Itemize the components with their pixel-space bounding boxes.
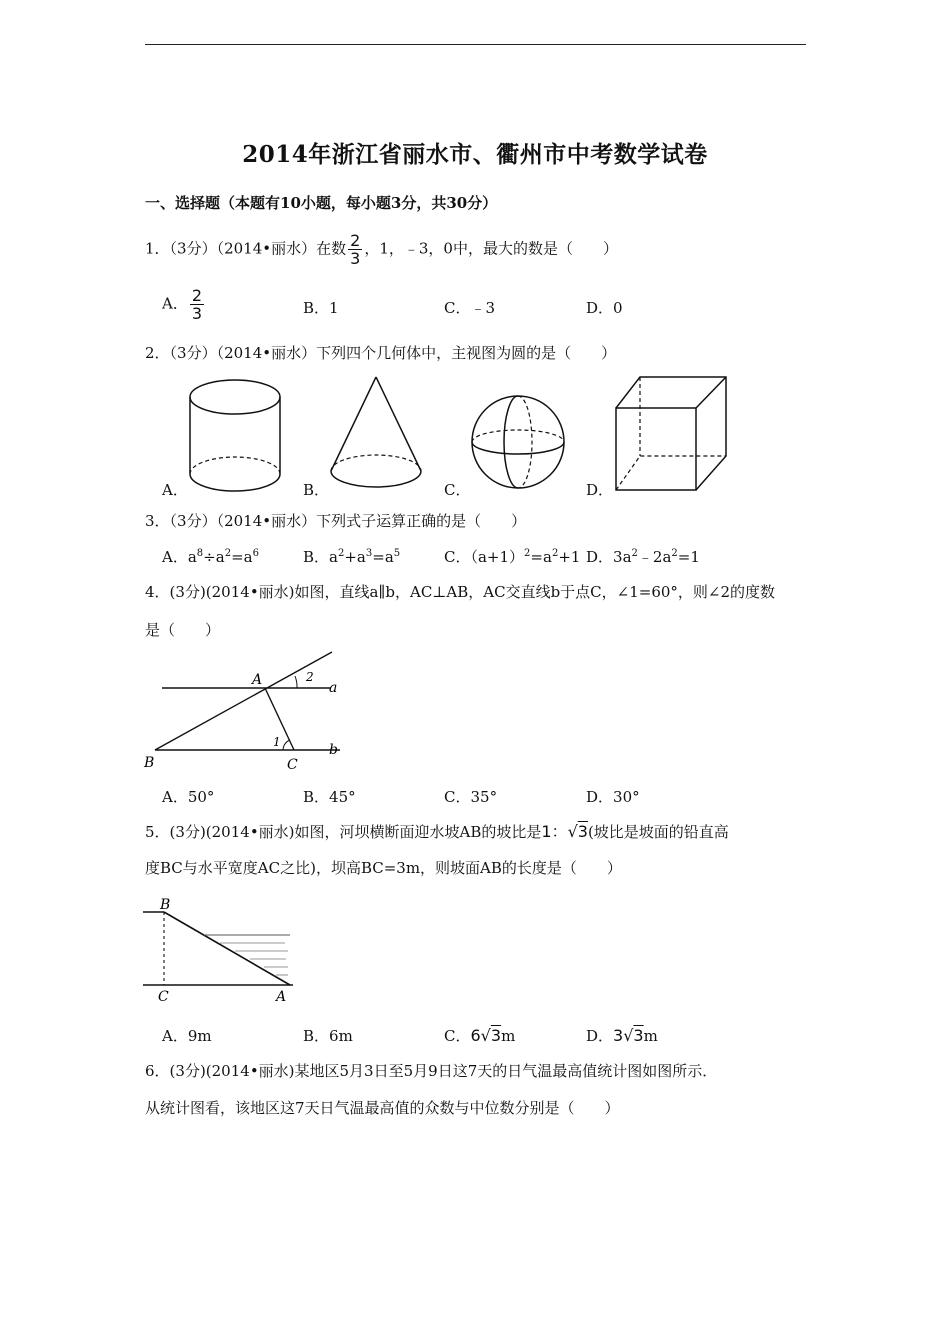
angle-2-label: 2 bbox=[306, 670, 314, 684]
point-a-label: A bbox=[252, 672, 263, 688]
angle-1-label: 1 bbox=[273, 735, 281, 749]
cube-figure bbox=[612, 374, 732, 494]
cone-figure bbox=[328, 374, 428, 494]
section-heading: 一、选择题（本题有10小题，每小题3分，共30分） bbox=[145, 194, 498, 212]
q3-option-a: A．$a^8\div a^2=a^6$ bbox=[162, 548, 259, 566]
q5-option-b: B．6m bbox=[303, 1027, 353, 1045]
parallel-lines-figure bbox=[140, 650, 350, 775]
question-6-stem-line1: 6．(3分)(2014•丽水)某地区5月3日至5月9日这7天的日气温最高值统计图如图所示． bbox=[145, 1062, 718, 1080]
question-5-stem-line1: 5．(3分)(2014•丽水)如图，河坝横断面迎水坡AB的坡比是1：√3(坡比是坡面的铅直高 bbox=[145, 822, 729, 841]
q2-option-d: D． bbox=[586, 481, 614, 499]
point-b-label: B bbox=[144, 755, 155, 771]
q5-option-c: C．6√3m bbox=[444, 1026, 516, 1045]
sphere-figure bbox=[468, 392, 568, 492]
dam-point-a: A bbox=[276, 989, 287, 1005]
q2-option-c: C． bbox=[444, 481, 471, 499]
q1-stem-a: 1．（3分）（2014•丽水）在数 bbox=[145, 239, 347, 258]
q5-option-d: D．3√3m bbox=[586, 1026, 658, 1045]
header-rule bbox=[145, 44, 806, 45]
q3-option-b: B．$a^2+a^3=a^5$ bbox=[303, 548, 401, 566]
q4-option-a: A．50° bbox=[162, 788, 215, 806]
q4-option-d: D．30° bbox=[586, 788, 640, 806]
q4-option-c: C．35° bbox=[444, 788, 498, 806]
q3-option-c: C．$(a+1)^2=a^2+1$ bbox=[444, 548, 581, 566]
q4-option-b: B．45° bbox=[303, 788, 356, 806]
q1-option-b: B．1 bbox=[303, 299, 339, 317]
dam-slope-figure bbox=[140, 893, 300, 1005]
q1-stem-b: ，1，﹣3，0中，最大的数是（ ） bbox=[364, 239, 618, 258]
q2-option-b: B． bbox=[303, 481, 330, 499]
q5-option-a: A．9m bbox=[162, 1027, 212, 1045]
fraction: $\frac{2}{3}$ bbox=[191, 286, 203, 323]
question-5-stem-line2: 度BC与水平宽度AC之比)，坝高BC=3m，则坡面AB的长度是（ ） bbox=[145, 859, 622, 877]
ratio: 1：√3 bbox=[541, 822, 588, 841]
question-4-stem-line1: 4．(3分)(2014•丽水)如图，直线a∥b，AC⊥AB，AC交直线b于点C，∠1=60°，则∠2的度数 bbox=[145, 583, 776, 601]
q2-option-a: A． bbox=[162, 481, 188, 499]
q3-option-d: D．$3a^2﹣2a^2=1$ bbox=[586, 548, 700, 566]
page-title: 2014年浙江省丽水市、衢州市中考数学试卷 bbox=[242, 141, 708, 168]
dam-point-b: B bbox=[160, 897, 171, 913]
q1-option-d: D．0 bbox=[586, 299, 623, 317]
question-1-stem bbox=[145, 232, 618, 267]
line-a-label: a bbox=[329, 680, 338, 696]
q1-option-c: C．﹣3 bbox=[444, 299, 496, 317]
fraction: $\frac{2}{3}$ bbox=[350, 231, 361, 268]
question-2-stem: 2．（3分）（2014•丽水）下列四个几何体中，主视图为圆的是（ ） bbox=[145, 344, 617, 362]
point-c-label: C bbox=[287, 757, 298, 773]
dam-point-c: C bbox=[158, 989, 169, 1005]
cylinder-figure bbox=[185, 374, 285, 494]
question-3-stem: 3．（3分）（2014•丽水）下列式子运算正确的是（ ） bbox=[145, 512, 527, 530]
question-6-stem-line2: 从统计图看，该地区这7天日气温最高值的众数与中位数分别是（ ） bbox=[145, 1099, 620, 1117]
q1-option-a: A． $\frac{2}{3}$ bbox=[162, 286, 203, 323]
line-b-label: b bbox=[329, 742, 338, 758]
question-4-stem-line2: 是（ ） bbox=[145, 621, 221, 639]
